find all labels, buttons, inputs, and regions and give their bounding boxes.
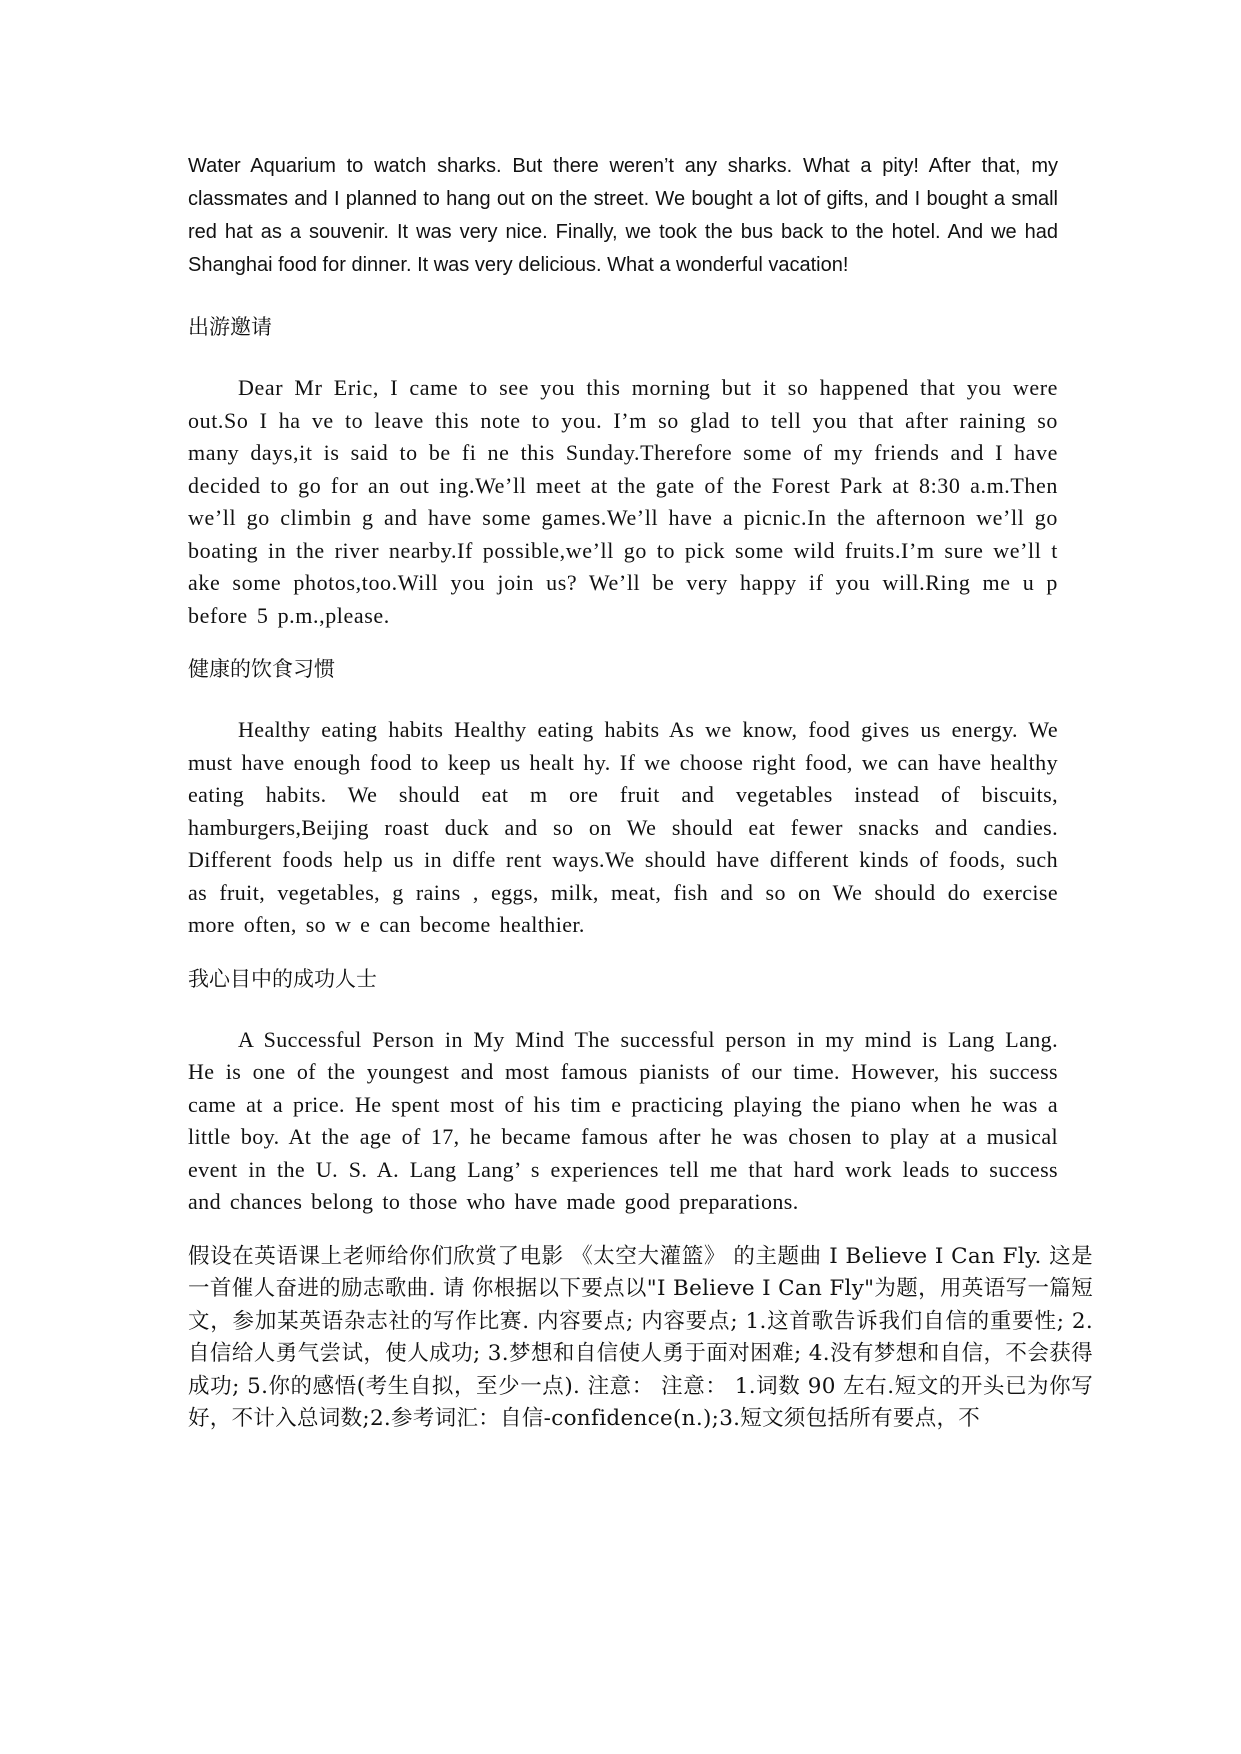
successful-person-heading: 我心目中的成功人士 xyxy=(188,966,377,991)
eating-habits-heading: 健康的饮食习惯 xyxy=(188,657,335,681)
successful-person-paragraph: A Successful Person in My Mind The successful person in my mind is Lang Lang. He is one of the youngest and most famous pianists of our time. However, his success came at a price. He spent most of his tim e practicing playing the piano when he was a little boy. At the age of 17, he became famous after he was chosen to play at a musical event in the U. S. A. Lang Lang’ s experiences tell me that hard work leads to success and chances belong to those who have made good preparations. xyxy=(188,1026,1058,1214)
eating-habits-paragraph: Healthy eating habits Healthy eating habits As we know, food gives us energy. We must have enough food to keep us healt hy. If we choose right food, we can have healthy eating habits. We should eat m ore fruit and vegetables instead of biscuits, hamburgers,Beijing roast duck and so on We should eat fewer snacks and candies. Different foods help us in diffe rent ways.We should have different kinds of foods, such as fruit, vegetables, g rains , eggs, milk, meat, fish and so on We should do exercise more often, so w e can become healthier. xyxy=(188,717,1058,937)
document-body xyxy=(188,150,1093,1436)
vacation-paragraph: Water Aquarium to watch sharks. But there weren’t any sharks. What a pity! After that, my classmates and I planned to hang out on the street. We bought a lot of gifts, and I bought a small red hat as a souvenir. It was very nice. Finally, we took the bus back to the hotel. And we had Shanghai food for dinner. It was very delicious. What a wonderful vacation! xyxy=(188,155,1058,276)
invitation-paragraph: Dear Mr Eric, I came to see you this morning but it so happened that you were out.So I ha ve to leave this note to you. I’m so glad to tell you that after raining so many days,it is said to be fi ne this Sunday.Therefore some of my friends and I have decided to go for an out ing.We’ll meet at the gate of the Forest Park at 8:30 a.m.Then we’ll go climbin g and have some games.We’ll have a picnic.In the afternoon we’ll go boating in the river nearby.If possible,we’ll go to pick some wild fruits.I’m sure we’ll t ake some photos,too.Will you join us? We’ll be very happy if you will.Ring me u p before 5 p.m.,please. xyxy=(188,375,1058,628)
invitation-heading: 出游邀请 xyxy=(188,315,272,339)
writing-task-paragraph: 假设在英语课上老师给你们欣赏了电影 《太空大灌篮》 的主题曲 I Believe I Can Fly. 这是一首催人奋进的励志歌曲. 请 你根据以下要点以"I Believe I Can Fly"为题，用英语写一篇短文，参加某英语杂志社的写作比赛. 内容要点; 内容要点; 1.这首歌告诉我们自信的重要性; 2.自信给人勇气尝试，使人成功; 3.梦想和自信使人勇于面对困难; 4.没有梦想和自信，不会获得成功; 5.你的感悟(考生自拟，至少一点). 注意： 注意： 1.词数 90 左右.短文的开头已为你写好，不计入总词数;2.参考词汇：自信-confidence(n.);3.短文须包括所有要点，不 xyxy=(188,1243,1093,1431)
